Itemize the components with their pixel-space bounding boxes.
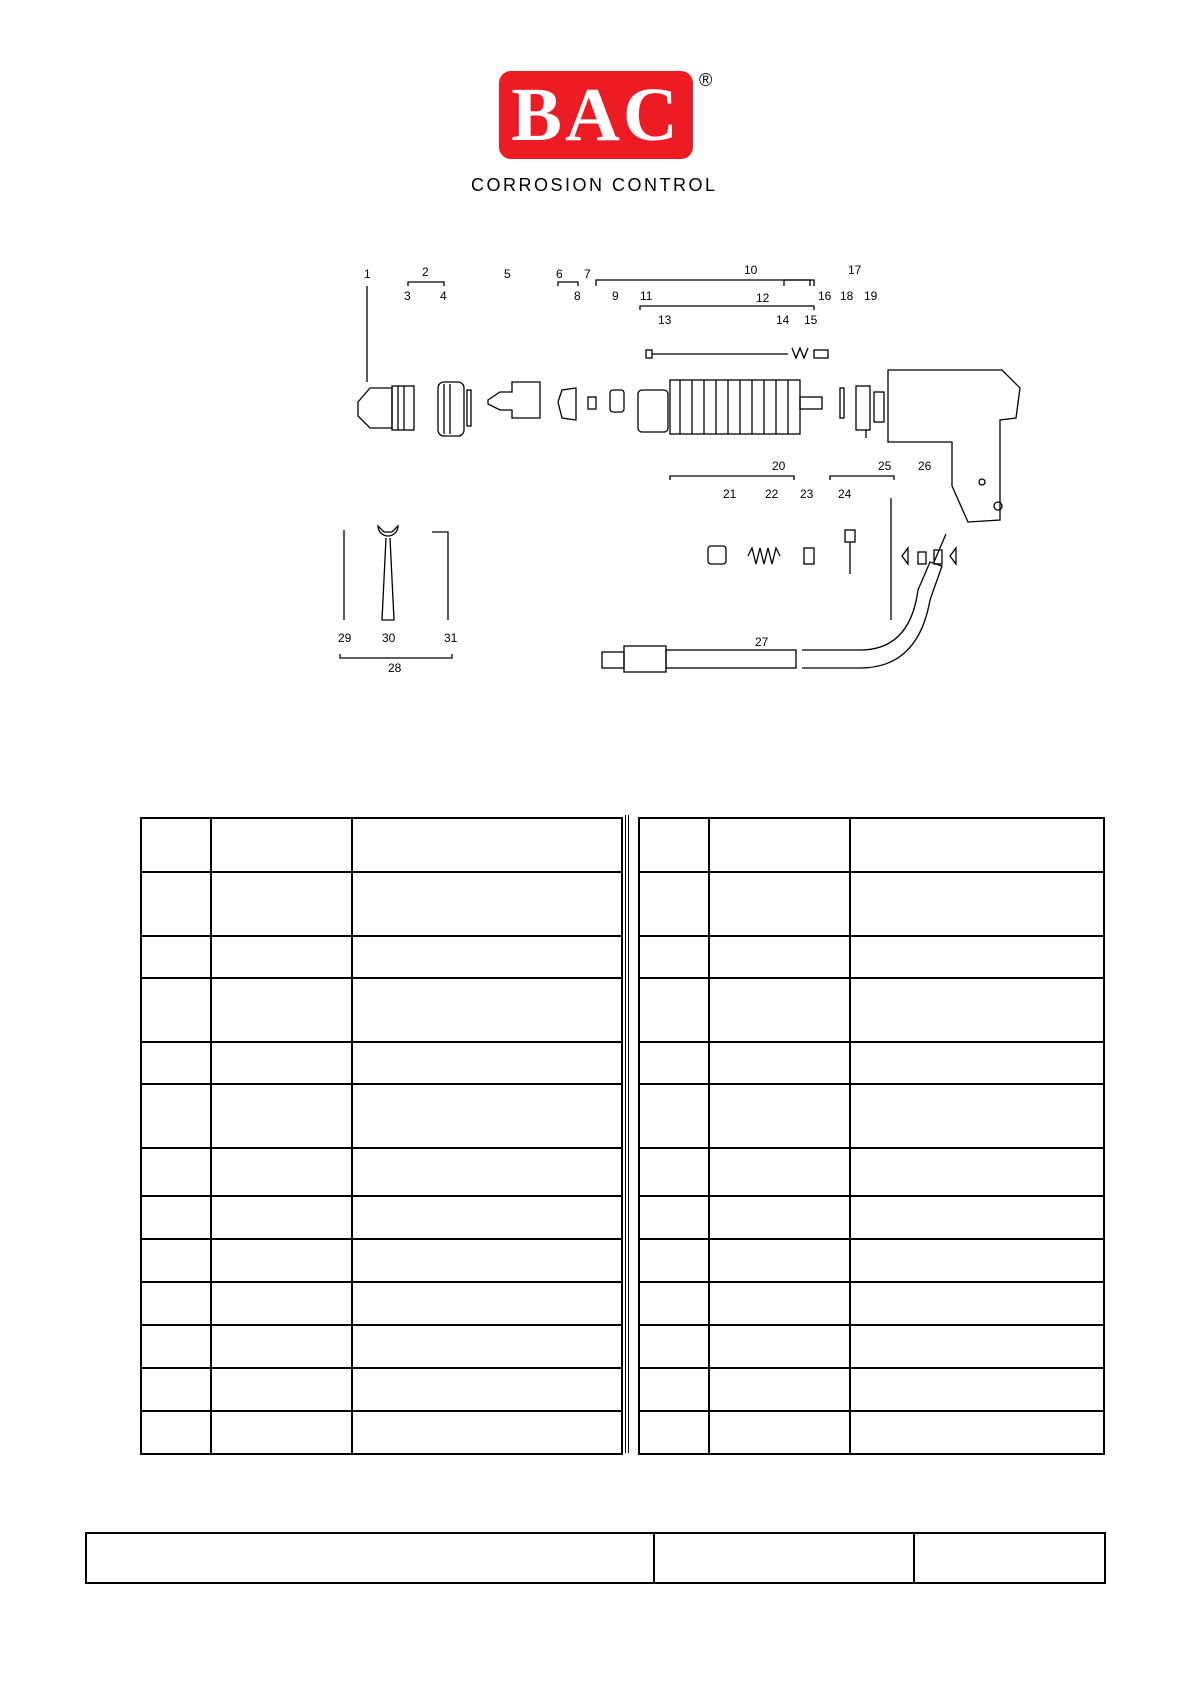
right-table-row <box>639 1196 1104 1239</box>
callout-29: 29 <box>338 631 352 645</box>
table-cell <box>709 1282 850 1325</box>
table-cell <box>352 936 622 978</box>
callout-9: 9 <box>612 289 619 303</box>
right-table-row <box>639 1411 1104 1454</box>
table-cell <box>850 936 1104 978</box>
table-cell <box>709 1042 850 1084</box>
table-cell <box>850 1411 1104 1454</box>
right-table-row <box>639 1282 1104 1325</box>
table-cell <box>141 1239 211 1282</box>
exploded-parts-diagram <box>338 263 1040 740</box>
callout-7: 7 <box>584 267 591 281</box>
table-cell <box>639 1148 709 1196</box>
table-cell <box>141 1042 211 1084</box>
callout-3: 3 <box>404 289 411 303</box>
table-cell <box>211 1368 352 1411</box>
right-table-row <box>639 1325 1104 1368</box>
table-cell <box>352 1239 622 1282</box>
callout-5: 5 <box>504 267 511 281</box>
table-cell <box>141 1148 211 1196</box>
table-cell <box>709 1239 850 1282</box>
callout-15: 15 <box>804 313 818 327</box>
callout-24: 24 <box>838 487 852 501</box>
callout-2: 2 <box>422 265 429 279</box>
table-cell <box>352 1196 622 1239</box>
table-cell <box>639 1239 709 1282</box>
table-cell <box>141 1196 211 1239</box>
table-cell <box>639 1325 709 1368</box>
table-cell <box>141 1084 211 1148</box>
table-cell <box>639 1368 709 1411</box>
left-table-row <box>141 1239 622 1282</box>
table-cell <box>141 872 211 936</box>
left-table-row <box>141 1148 622 1196</box>
table-cell <box>211 936 352 978</box>
callout-23: 23 <box>800 487 814 501</box>
callout-17: 17 <box>848 263 862 277</box>
callout-12: 12 <box>756 291 770 305</box>
table-cell <box>211 1196 352 1239</box>
right-table-row <box>639 818 1104 872</box>
table-cell <box>141 818 211 872</box>
diagram-callouts <box>338 263 932 675</box>
callout-6: 6 <box>556 267 563 281</box>
logo-tagline: CORROSION CONTROL <box>471 175 718 195</box>
table-cell <box>639 872 709 936</box>
table-cell <box>141 1368 211 1411</box>
callout-10: 10 <box>744 263 758 277</box>
callout-14: 14 <box>776 313 790 327</box>
right-table-row <box>639 1239 1104 1282</box>
table-cell <box>639 1084 709 1148</box>
table-cell <box>709 1148 850 1196</box>
left-table-row <box>141 1282 622 1325</box>
right-table-row <box>639 872 1104 936</box>
table-cell <box>850 1042 1104 1084</box>
table-cell <box>211 1042 352 1084</box>
callout-30: 30 <box>382 631 396 645</box>
parts-table-right <box>638 817 1105 1455</box>
table-cell <box>211 1084 352 1148</box>
callout-16: 16 <box>818 289 832 303</box>
table-cell <box>639 936 709 978</box>
left-table-row <box>141 1196 622 1239</box>
table-cell <box>211 818 352 872</box>
table-cell <box>352 1325 622 1368</box>
table-cell <box>850 978 1104 1042</box>
table-cell <box>850 818 1104 872</box>
parts-table-left <box>140 817 623 1455</box>
callout-1: 1 <box>364 267 371 281</box>
table-cell <box>211 1148 352 1196</box>
table-divider <box>628 815 629 1453</box>
callout-27: 27 <box>755 635 769 649</box>
table-cell <box>709 1196 850 1239</box>
table-cell <box>141 1411 211 1454</box>
right-table-row <box>639 1368 1104 1411</box>
table-cell <box>352 1368 622 1411</box>
table-cell <box>211 1325 352 1368</box>
table-cell <box>211 872 352 936</box>
footer-box <box>85 1532 1106 1584</box>
table-cell <box>639 1196 709 1239</box>
table-cell <box>850 1148 1104 1196</box>
logo-wordmark: BAC <box>511 73 681 157</box>
table-cell <box>709 872 850 936</box>
table-cell <box>709 978 850 1042</box>
left-table-row <box>141 1411 622 1454</box>
table-cell <box>211 1411 352 1454</box>
footer-cell-title <box>86 1533 654 1583</box>
registered-mark: ® <box>699 70 713 90</box>
table-cell <box>709 1368 850 1411</box>
table-cell <box>352 1282 622 1325</box>
table-cell <box>639 978 709 1042</box>
footer-cell-right <box>914 1533 1105 1583</box>
right-table-row <box>639 1148 1104 1196</box>
table-cell <box>141 1325 211 1368</box>
callout-18: 18 <box>840 289 854 303</box>
callout-26: 26 <box>918 459 932 473</box>
callout-13: 13 <box>658 313 672 327</box>
callout-25: 25 <box>878 459 892 473</box>
table-cell <box>709 818 850 872</box>
right-table-row <box>639 1042 1104 1084</box>
callout-20: 20 <box>772 459 786 473</box>
table-cell <box>352 1148 622 1196</box>
table-cell <box>709 1325 850 1368</box>
left-table-row <box>141 978 622 1042</box>
left-table-row <box>141 1084 622 1148</box>
table-cell <box>850 1196 1104 1239</box>
table-cell <box>211 978 352 1042</box>
table-cell <box>709 1411 850 1454</box>
table-cell <box>352 818 622 872</box>
left-table-row <box>141 1368 622 1411</box>
table-cell <box>639 818 709 872</box>
callout-19: 19 <box>864 289 878 303</box>
callout-11: 11 <box>640 289 653 303</box>
table-cell <box>850 1325 1104 1368</box>
left-table-row <box>141 936 622 978</box>
brand-logo <box>499 71 693 159</box>
table-cell <box>709 936 850 978</box>
callout-22: 22 <box>765 487 779 501</box>
right-table-row <box>639 936 1104 978</box>
callout-28: 28 <box>388 661 402 675</box>
table-cell <box>850 1282 1104 1325</box>
callout-21: 21 <box>723 487 737 501</box>
table-cell <box>850 1239 1104 1282</box>
table-cell <box>352 1084 622 1148</box>
callout-8: 8 <box>574 289 581 303</box>
table-cell <box>850 872 1104 936</box>
left-table-row <box>141 872 622 936</box>
table-divider <box>625 815 626 1453</box>
left-table-row <box>141 818 622 872</box>
callout-31: 31 <box>444 631 458 645</box>
table-cell <box>352 1411 622 1454</box>
table-cell <box>141 1282 211 1325</box>
table-cell <box>141 936 211 978</box>
table-cell <box>352 978 622 1042</box>
table-cell <box>850 1084 1104 1148</box>
left-table-row <box>141 1042 622 1084</box>
right-table-row <box>639 978 1104 1042</box>
callout-4: 4 <box>440 289 447 303</box>
table-cell <box>709 1084 850 1148</box>
table-cell <box>639 1411 709 1454</box>
table-cell <box>639 1282 709 1325</box>
table-cell <box>211 1282 352 1325</box>
table-cell <box>211 1239 352 1282</box>
table-cell <box>141 978 211 1042</box>
table-cell <box>639 1042 709 1084</box>
table-cell <box>850 1368 1104 1411</box>
right-table-row <box>639 1084 1104 1148</box>
left-table-row <box>141 1325 622 1368</box>
table-cell <box>352 872 622 936</box>
footer-cell-middle <box>654 1533 914 1583</box>
table-cell <box>352 1042 622 1084</box>
